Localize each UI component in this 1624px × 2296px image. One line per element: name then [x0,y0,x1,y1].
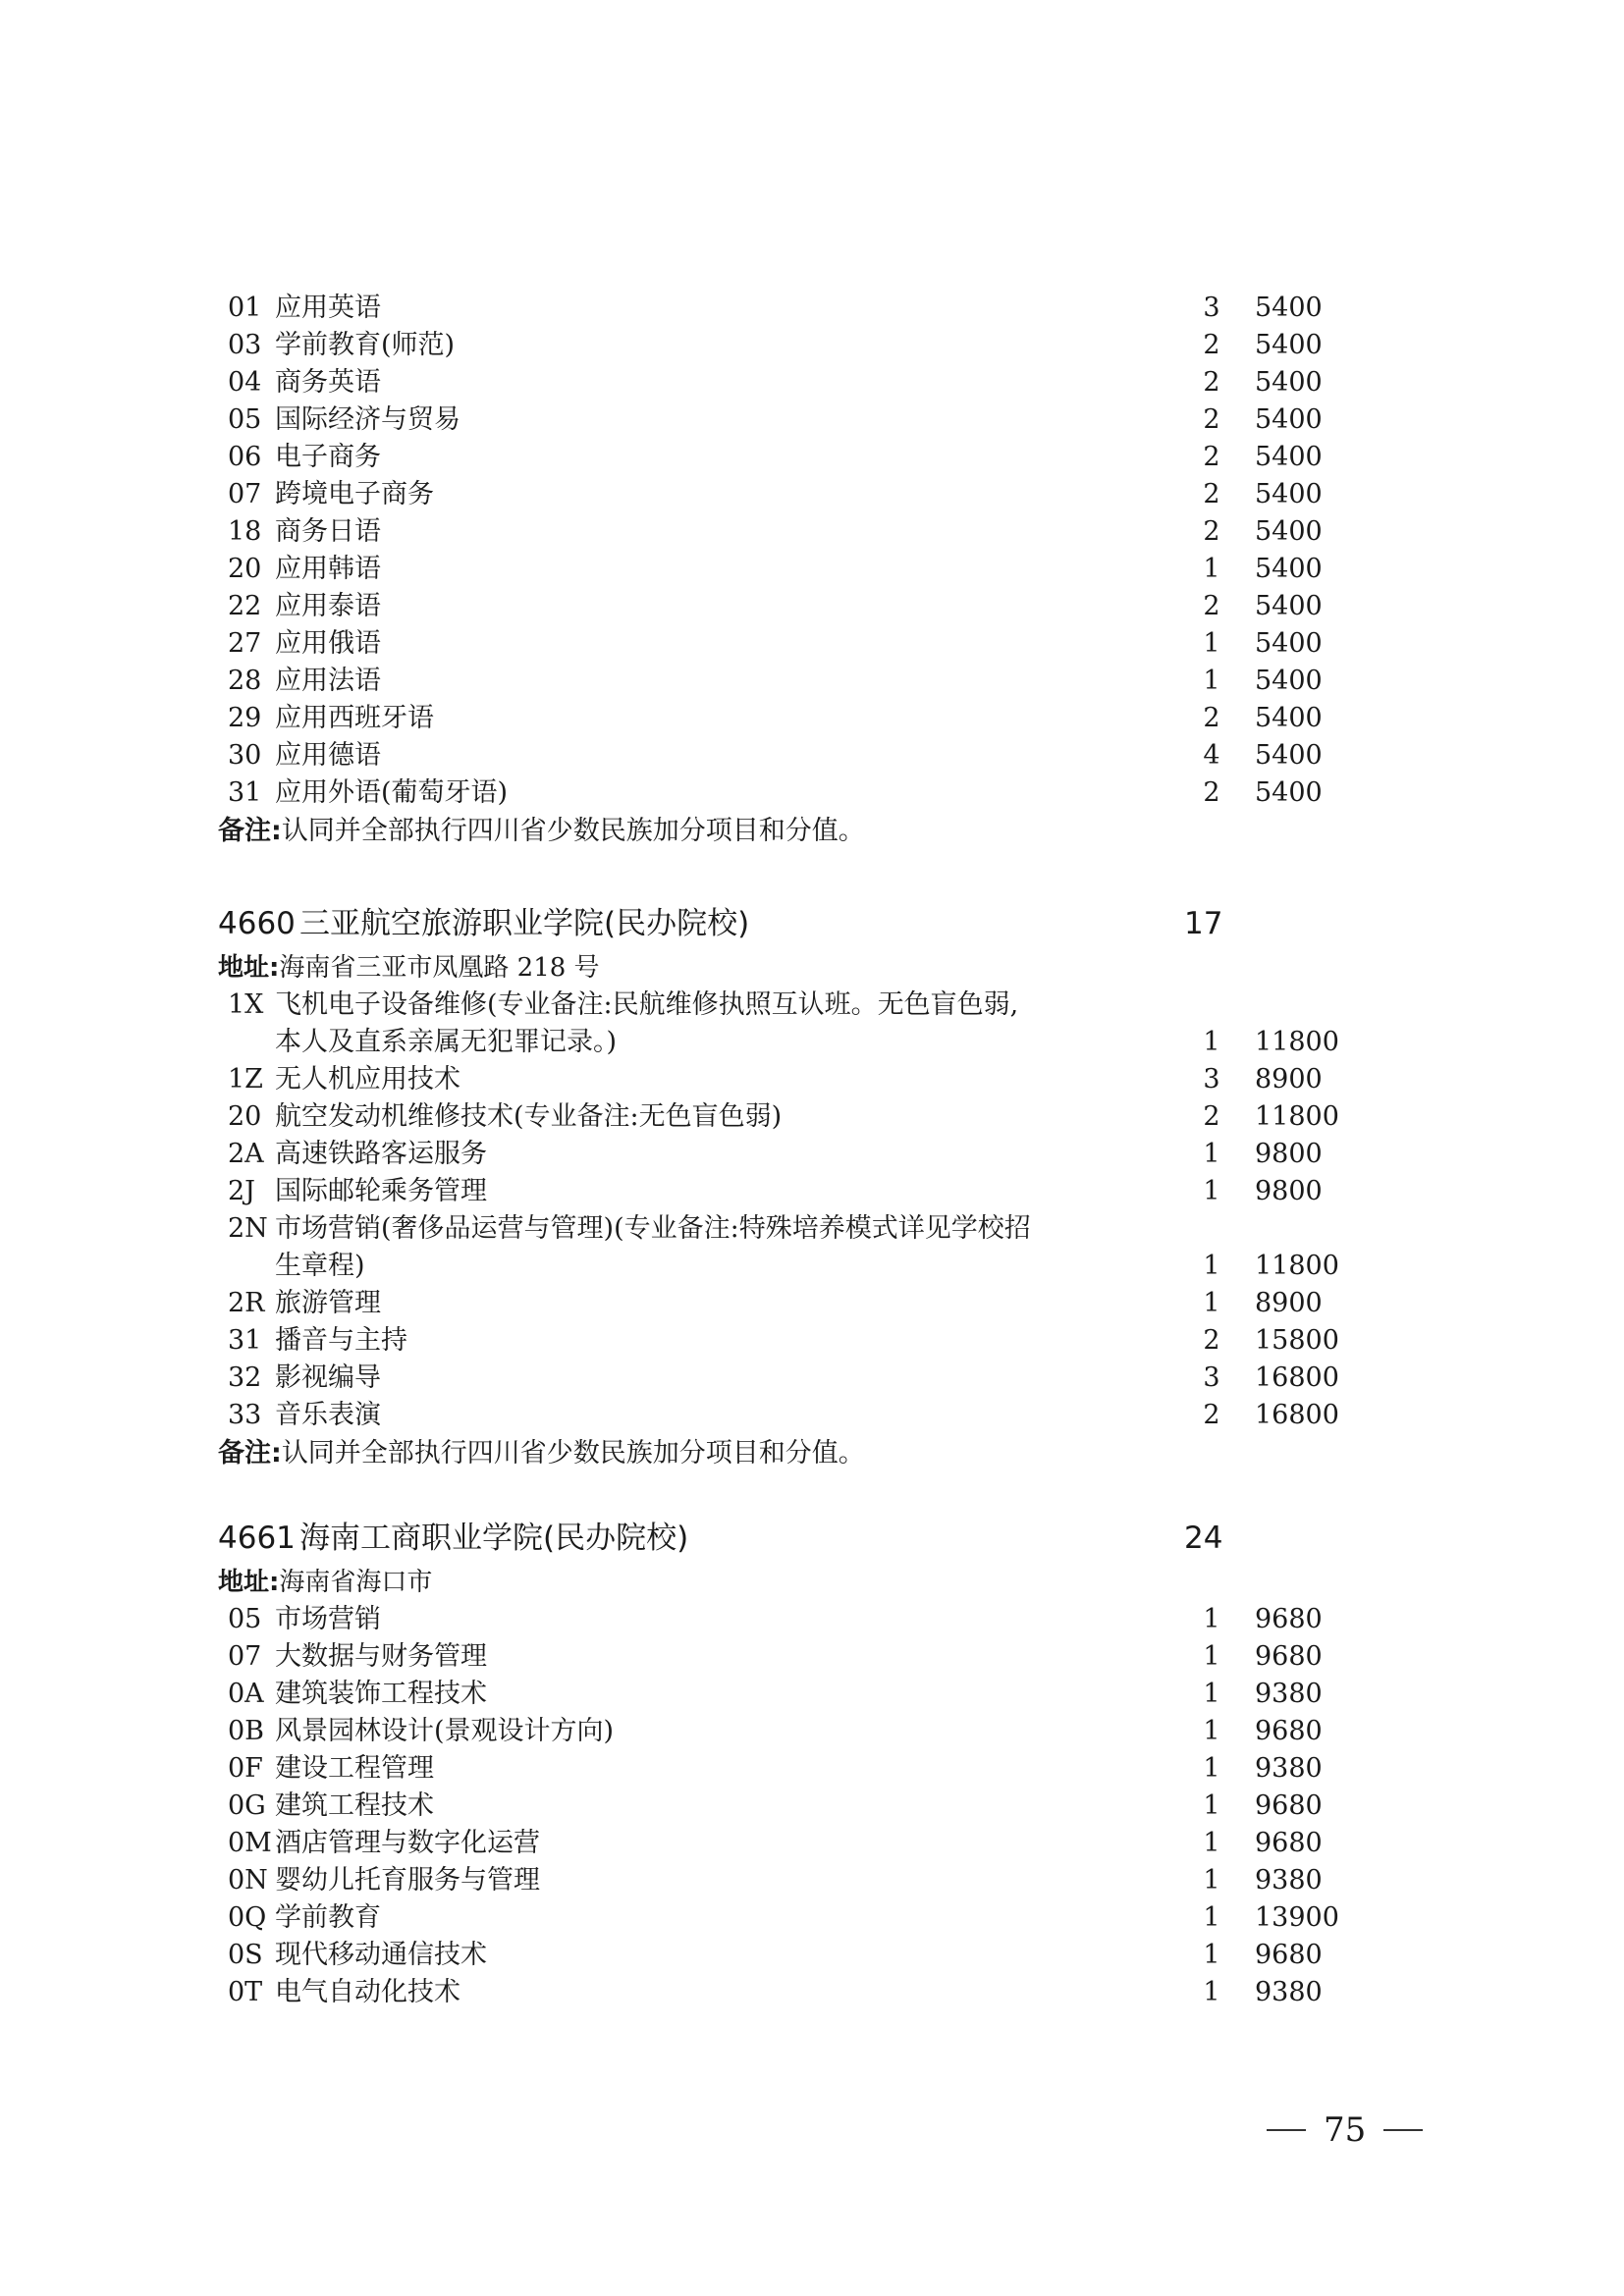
tuition-fee: 9680 [1255,1716,1323,1746]
table-row-continuation [0,1024,1624,1061]
major-name: 风景园林设计(景观设计方向) [275,1716,615,1746]
tuition-fee: 5400 [1255,330,1323,360]
tuition-fee: 9380 [1255,1865,1323,1896]
major-name: 应用德语 [275,740,381,771]
plan-count: 2 [1203,442,1220,472]
table-row [0,1638,1624,1676]
tuition-fee: 15800 [1255,1325,1339,1356]
major-name-line1: 市场营销(奢侈品运营与管理)(专业备注:特殊培养模式详见学校招 [275,1213,1031,1244]
table-row [0,1136,1624,1173]
school-header [0,898,1624,949]
plan-count: 1 [1203,1790,1220,1821]
major-name: 应用外语(葡萄牙语) [275,777,509,808]
table-row [0,476,1624,513]
plan-count: 2 [1203,1400,1220,1430]
major-name: 电子商务 [275,442,381,472]
table-row [0,364,1624,401]
table-row [0,1360,1624,1397]
plan-count: 1 [1203,1641,1220,1672]
major-name: 无人机应用技术 [275,1064,460,1095]
major-name-line2: 生章程) [275,1251,365,1281]
plan-count: 3 [1203,1064,1220,1095]
plan-count: 2 [1203,777,1220,808]
note [0,1434,1624,1473]
plan-count: 1 [1203,1753,1220,1784]
major-code: 28 [228,666,262,696]
table-row [0,1098,1624,1136]
major-name: 应用法语 [275,666,381,696]
note-text: 认同并全部执行四川省少数民族加分项目和分值。 [281,816,865,846]
tuition-fee: 5400 [1255,479,1323,509]
plan-count: 1 [1203,666,1220,696]
major-code: 1Z [228,1064,263,1095]
tuition-fee: 9680 [1255,1641,1323,1672]
tuition-fee: 8900 [1255,1288,1323,1318]
section-3 [0,1513,1624,2011]
major-name: 学前教育 [275,1902,381,1933]
table-row [0,737,1624,774]
major-name: 播音与主持 [275,1325,407,1356]
table-row [0,774,1624,812]
major-code: 05 [228,404,262,435]
note-label: 备注: [218,816,282,846]
plan-count: 1 [1203,1902,1220,1933]
major-name: 学前教育(师范) [275,330,456,360]
major-name: 国际经济与贸易 [275,404,460,435]
major-code: 31 [228,777,262,808]
table-row [0,987,1624,1024]
plan-count: 2 [1203,516,1220,547]
major-name-line2: 本人及直系亲属无犯罪记录。) [275,1027,618,1057]
school-address [0,1564,1624,1601]
table-row [0,700,1624,737]
plan-count: 2 [1203,479,1220,509]
major-code: 33 [228,1400,262,1430]
tuition-fee: 11800 [1255,1251,1339,1281]
tuition-fee: 9380 [1255,1977,1323,2007]
major-list [0,1601,1624,2011]
tuition-fee: 5400 [1255,367,1323,398]
plan-count: 2 [1203,1325,1220,1356]
major-name: 婴幼儿托育服务与管理 [275,1865,540,1896]
note-text: 认同并全部执行四川省少数民族加分项目和分值。 [281,1438,865,1468]
major-name: 现代移动通信技术 [275,1940,487,1970]
tuition-fee: 5400 [1255,404,1323,435]
major-code: 0A [228,1679,264,1709]
plan-count: 2 [1203,367,1220,398]
plan-count: 2 [1203,703,1220,733]
tuition-fee: 5400 [1255,516,1323,547]
plan-count: 2 [1203,330,1220,360]
major-name: 应用英语 [275,293,381,323]
major-code: 07 [228,479,262,509]
table-row-continuation [0,1248,1624,1285]
table-row [0,1397,1624,1434]
major-name: 商务英语 [275,367,381,398]
major-name: 应用韩语 [275,554,381,584]
tuition-fee: 16800 [1255,1362,1339,1393]
table-row [0,1862,1624,1899]
page-footer [1267,2110,1423,2150]
major-code: 0N [228,1865,268,1896]
tuition-fee: 5400 [1255,293,1323,323]
major-code: 05 [228,1604,262,1634]
plan-count: 1 [1203,1176,1220,1206]
major-code: 0F [228,1753,263,1784]
tuition-fee: 5400 [1255,554,1323,584]
school-name: 海南工商职业学院(民办院校) [299,1521,689,1556]
section-2 [0,898,1624,1473]
address-label: 地址: [218,1568,280,1597]
major-code: 06 [228,442,262,472]
table-row [0,1676,1624,1713]
major-name: 应用泰语 [275,591,381,621]
tuition-fee: 5400 [1255,628,1323,659]
major-code: 2A [228,1139,264,1169]
plan-count: 2 [1203,591,1220,621]
major-name: 大数据与财务管理 [275,1641,487,1672]
major-code: 0T [228,1977,263,2007]
plan-count: 1 [1203,1716,1220,1746]
table-row [0,513,1624,551]
plan-count: 1 [1203,1604,1220,1634]
table-row [0,1601,1624,1638]
tuition-fee: 5400 [1255,591,1323,621]
table-row [0,439,1624,476]
major-code: 0B [228,1716,265,1746]
tuition-fee: 5400 [1255,777,1323,808]
major-code: 29 [228,703,262,733]
tuition-fee: 11800 [1255,1101,1339,1132]
table-row [0,1788,1624,1825]
major-name: 旅游管理 [275,1288,381,1318]
major-name: 跨境电子商务 [275,479,434,509]
tuition-fee: 5400 [1255,666,1323,696]
major-code: 22 [228,591,262,621]
major-name: 电气自动化技术 [275,1977,460,2007]
plan-count: 1 [1203,1865,1220,1896]
major-code: 0S [228,1940,263,1970]
footer-dash-right [1383,2129,1423,2131]
table-row [0,1899,1624,1937]
table-row [0,1825,1624,1862]
table-row [0,663,1624,700]
note [0,812,1624,851]
plan-count: 2 [1203,1101,1220,1132]
plan-count: 1 [1203,1828,1220,1858]
plan-count: 1 [1203,628,1220,659]
major-name: 酒店管理与数字化运营 [275,1828,540,1858]
major-code: 2R [228,1288,265,1318]
major-code: 0G [228,1790,266,1821]
major-code: 2N [228,1213,268,1244]
plan-count: 3 [1203,293,1220,323]
table-row [0,1061,1624,1098]
tuition-fee: 9800 [1255,1176,1323,1206]
table-row [0,551,1624,588]
tuition-fee: 5400 [1255,442,1323,472]
school-code: 4660 [218,906,296,941]
school-header [0,1513,1624,1564]
tuition-fee: 9680 [1255,1828,1323,1858]
major-code: 2J [228,1176,256,1206]
table-row [0,1937,1624,1974]
footer-dash-left [1267,2129,1306,2131]
page-number: 75 [1324,2110,1367,2150]
tuition-fee: 11800 [1255,1027,1339,1057]
major-name: 市场营销 [275,1604,381,1634]
major-name: 商务日语 [275,516,381,547]
major-name: 航空发动机维修技术(专业备注:无色盲色弱) [275,1101,783,1132]
major-name-line1: 飞机电子设备维修(专业备注:民航维修执照互认班。无色盲色弱, [275,989,1019,1020]
major-code: 30 [228,740,262,771]
major-name: 建设工程管理 [275,1753,434,1784]
table-row [0,401,1624,439]
major-code: 1X [228,989,264,1020]
major-code: 0M [228,1828,272,1858]
table-row [0,588,1624,625]
tuition-fee: 13900 [1255,1902,1339,1933]
school-name: 三亚航空旅游职业学院(民办院校) [299,906,750,941]
school-address [0,949,1624,987]
table-row [0,1173,1624,1210]
tuition-fee: 9800 [1255,1139,1323,1169]
plan-count: 3 [1203,1362,1220,1393]
tuition-fee: 5400 [1255,740,1323,771]
major-code: 27 [228,628,262,659]
plan-count: 1 [1203,1288,1220,1318]
major-code: 31 [228,1325,262,1356]
address-text: 海南省三亚市凤凰路 218 号 [279,953,600,983]
tuition-fee: 9380 [1255,1753,1323,1784]
section-1 [0,290,1624,851]
plan-count: 1 [1203,1027,1220,1057]
plan-count: 1 [1203,1940,1220,1970]
major-name: 应用俄语 [275,628,381,659]
tuition-fee: 5400 [1255,703,1323,733]
major-code: 0Q [228,1902,267,1933]
major-name: 建筑工程技术 [275,1790,434,1821]
tuition-fee: 9380 [1255,1679,1323,1709]
table-row [0,1210,1624,1248]
major-name: 建筑装饰工程技术 [275,1679,487,1709]
major-name: 国际邮轮乘务管理 [275,1176,487,1206]
table-row [0,1285,1624,1322]
major-list [0,290,1624,812]
table-row [0,625,1624,663]
school-total: 24 [1184,1521,1223,1556]
table-row [0,290,1624,327]
table-row [0,1974,1624,2011]
tuition-fee: 9680 [1255,1604,1323,1634]
major-code: 32 [228,1362,262,1393]
plan-count: 1 [1203,1679,1220,1709]
tuition-fee: 8900 [1255,1064,1323,1095]
major-code: 03 [228,330,262,360]
tuition-fee: 9680 [1255,1940,1323,1970]
table-row [0,1322,1624,1360]
major-list [0,987,1624,1434]
school-code: 4661 [218,1521,296,1556]
plan-count: 2 [1203,404,1220,435]
major-name: 音乐表演 [275,1400,381,1430]
plan-count: 1 [1203,1251,1220,1281]
major-name: 应用西班牙语 [275,703,434,733]
address-text: 海南省海口市 [279,1568,433,1597]
plan-count: 1 [1203,1139,1220,1169]
major-name: 高速铁路客运服务 [275,1139,487,1169]
plan-count: 4 [1203,740,1220,771]
plan-count: 1 [1203,1977,1220,2007]
major-code: 20 [228,1101,262,1132]
address-label: 地址: [218,953,280,983]
plan-count: 1 [1203,554,1220,584]
note-label: 备注: [218,1438,282,1468]
school-total: 17 [1184,906,1223,941]
table-row [0,1713,1624,1750]
major-code: 04 [228,367,262,398]
major-code: 18 [228,516,262,547]
tuition-fee: 16800 [1255,1400,1339,1430]
tuition-fee: 9680 [1255,1790,1323,1821]
major-name: 影视编导 [275,1362,381,1393]
table-row [0,327,1624,364]
major-code: 07 [228,1641,262,1672]
major-code: 20 [228,554,262,584]
table-row [0,1750,1624,1788]
major-code: 01 [228,293,262,323]
